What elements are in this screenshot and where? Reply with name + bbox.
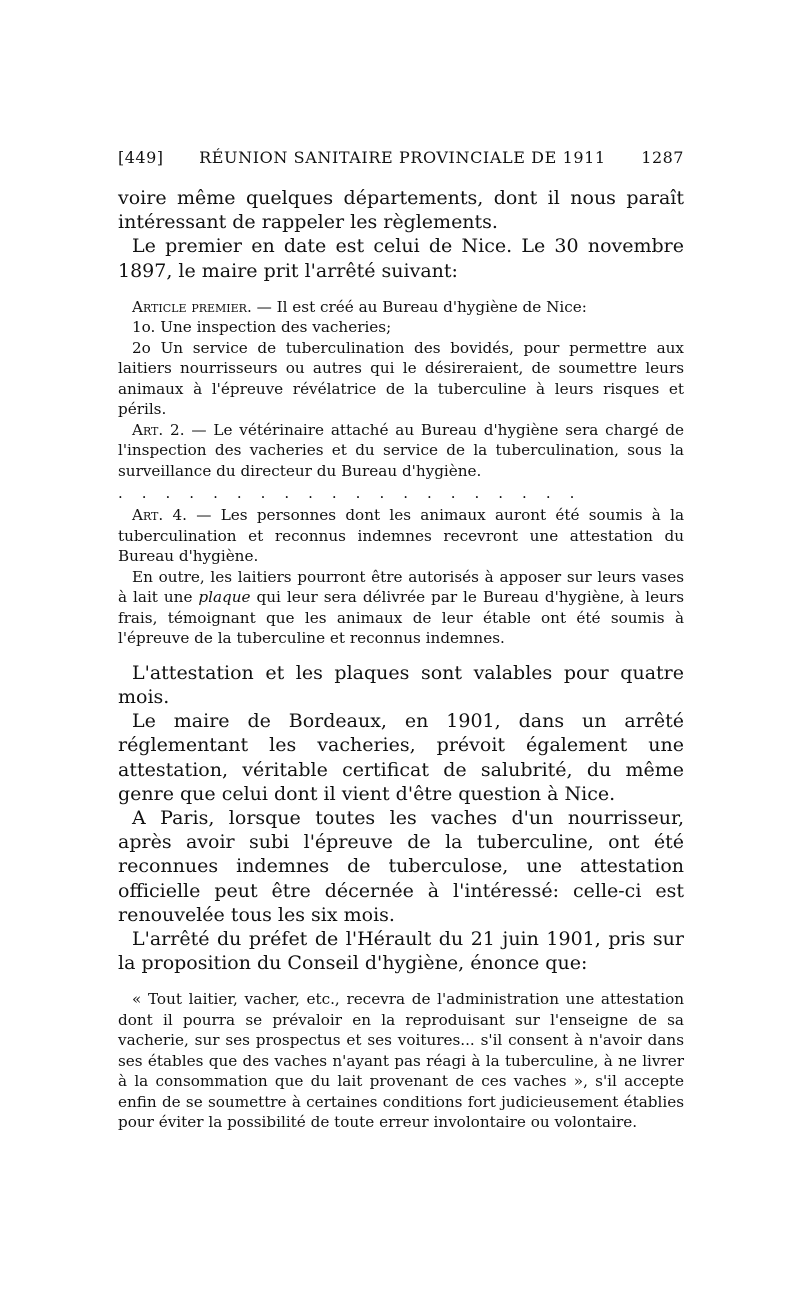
quote-paragraph: « Tout laitier, vacher, etc., recevra de l'administration une attestation dont il pourra se prévaloir en la reproduisant sur l'enseigne de sa vacherie, sur ses prospectus et ses voitures... s'il consent à n'avoir dans ses étables que des vaches n'ayant pas réagi à la tuberculine, à ne livrer à la consommation que du lait provenant de ces vaches », s'il accepte enfin de se soumettre à certaines conditions fort judicieusement établies pour éviter la possibilité de toute erreur involontaire ou volontaire. [118,990,684,1132]
body-paragraph-4: L'arrêté du préfet de l'Hérault du 21 juin 1901, pris sur la proposition du Conseil d'hygiène, énonce que: [118,928,684,975]
body-paragraph-2: Le maire de Bordeaux, en 1901, dans un arrêté réglementant les vacheries, prévoit également une attestation, véritable certificat de salubrité, du même genre que celui dont il vient d'être question à Nice. [118,710,684,805]
quote-section [118,989,684,1133]
article-2-label: Art. 2. [132,420,185,439]
page-number: 1287 [641,148,684,167]
intro-section [118,186,684,283]
article-1-item-1: 1o. Une inspection des vacheries; [132,318,392,337]
article-4 [118,505,684,567]
article-4-label: Art. 4. [132,506,187,525]
body-paragraph-3: A Paris, lorsque toutes les vaches d'un nourrisseur, après avoir subi l'épreuve de la tuberculine, ont été reconnues indemnes de tuberculose, une attestation officielle peut être décernée à l'intéressé: celle-ci est renouvelée tous les six mois. [118,807,684,926]
para-emphasis: plaque [198,588,251,607]
para-part-a: En outre, les laitiers pourront être autorisés à apposer sur leurs vases à lait une [118,567,684,607]
intro-paragraph-2: Le premier en date est celui de Nice. Le 30 novembre 1897, le maire prit l'arrêté suivant: [118,235,684,282]
article-1-label: Article premier. [132,297,252,316]
article-2-text: — Le vétérinaire attaché au Bureau d'hygiène sera chargé de l'inspection des vacheries et du service de la tuberculination, sous la surveillance du directeur du Bureau d'hygiène. [118,420,684,480]
article-4-text: — Les personnes dont les animaux auront été soumis à la tuberculination et reconnus indemnes recevront une attestation du Bureau d'hygiène. [118,506,684,566]
ellipsis-row: .................... [118,484,594,503]
decree-section [118,297,684,649]
article-4-paragraph [118,567,684,649]
para-part-b: qui leur sera délivrée par le Bureau d'hygiène, à leurs frais, témoignant que les animaux de leur étable ont été soumis à l'épreuve de la tuberculine et reconnus indemnes. [118,588,684,648]
header-title: RÉUNION SANITAIRE PROVINCIALE DE 1911 [199,148,606,167]
body-paragraph-1: L'attestation et les plaques sont valables pour quatre mois. [118,661,684,709]
body-section [118,661,684,976]
running-header [118,148,684,174]
article-1-text: — Il est créé au Bureau d'hygiène de Nice: [251,297,587,316]
article-1 [118,297,684,318]
header-left-number: [449] [118,148,164,167]
article-2 [118,420,684,482]
article-1-item-2: 2o Un service de tuberculination des bovidés, pour permettre aux laitiers nourrisseurs ou autres qui le désireraient, de soumettre leurs animaux à l'épreuve révélatrice de la tuberculine à leurs risques et périls. [118,338,684,419]
document-page [118,148,684,1133]
intro-paragraph-1: voire même quelques départements, dont il nous paraît intéressant de rappeler les règlements. [118,187,684,234]
